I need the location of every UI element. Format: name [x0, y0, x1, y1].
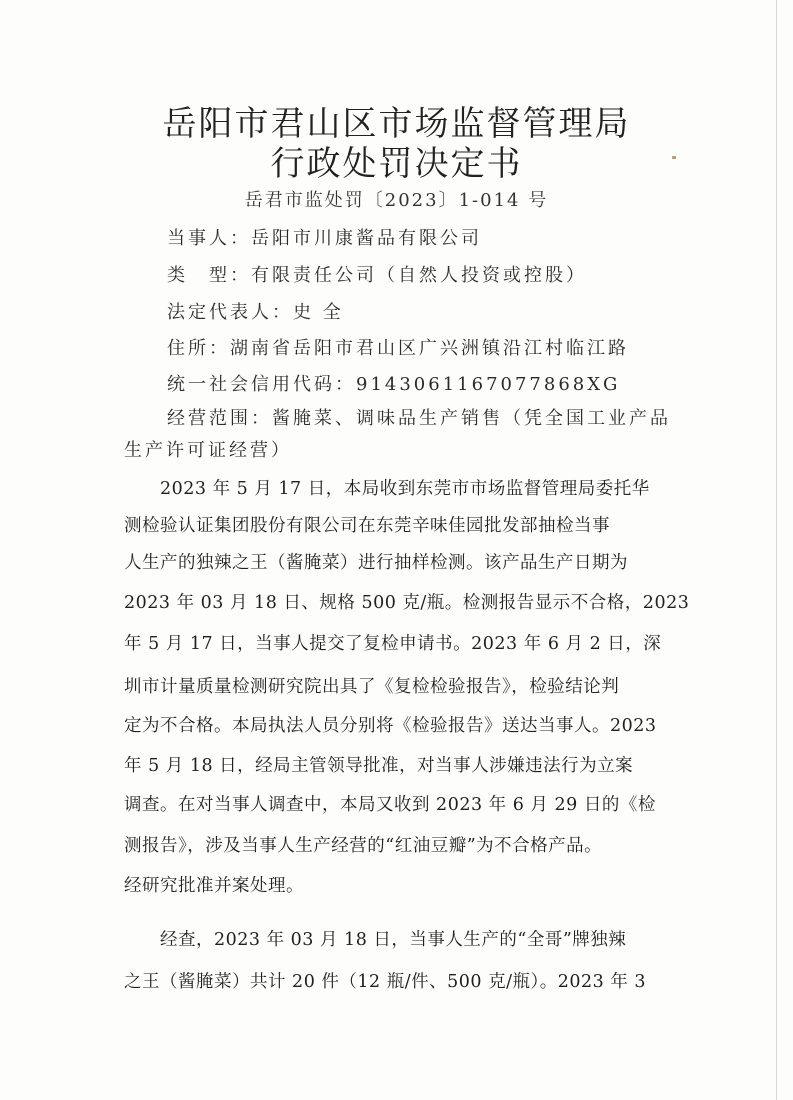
body-line: 年 5 月 17 日，当事人提交了复检申请书。2023 年 6 月 2 日，深	[124, 634, 662, 654]
body-line: 年 5 月 18 日，经局主管领导批准，对当事人涉嫌违法行为立案	[124, 756, 634, 776]
body-line: 测报告》，涉及当事人生产经营的“红油豆瓣”为不合格产品。	[124, 836, 603, 856]
body-line: 2023 年 03 月 18 日、规格 500 克/瓶。检测报告显示不合格，2023	[124, 593, 690, 613]
body-line: 圳市计量质量检测研究院出具了《复检检验报告》，检验结论判	[124, 677, 620, 697]
document-number: 岳君市监处罚〔2023〕1-014 号	[244, 190, 549, 211]
body-line: 经研究批准并案处理。	[124, 876, 304, 896]
body-line: 经查，2023 年 03 月 18 日，当事人生产的“全哥”牌独辣	[160, 930, 627, 950]
body-line: 2023 年 5 月 17 日，本局收到东莞市市场监督管理局委托华	[160, 479, 650, 499]
field-business-scope-cont: 生产许可证经营）	[124, 440, 292, 461]
field-address: 住所：湖南省岳阳市君山区广兴洲镇沿江村临江路	[167, 338, 629, 359]
field-party: 当事人：岳阳市川康酱品有限公司	[167, 228, 482, 249]
field-type: 类 型：有限责任公司（自然人投资或控股）	[167, 265, 587, 286]
document-title-line1: 岳阳市君山区市场监督管理局	[162, 104, 631, 144]
field-legal-rep: 法定代表人：史 全	[167, 302, 344, 323]
body-line: 人生产的独辣之王（酱腌菜）进行抽样检测。该产品生产日期为	[124, 553, 628, 573]
body-line: 之王（酱腌菜）共计 20 件（12 瓶/件、500 克/瓶）。2023 年 3	[124, 972, 647, 992]
body-line: 测检验认证集团股份有限公司在东莞辛味佳园批发部抽检当事	[124, 516, 610, 536]
field-business-scope: 经营范围：酱腌菜、调味品生产销售（凭全国工业产品	[167, 408, 671, 429]
body-line: 定为不合格。本局执法人员分别将《检验报告》送达当事人。2023	[124, 716, 657, 736]
body-line: 调查。在对当事人调查中，本局又收到 2023 年 6 月 29 日的《检	[124, 795, 656, 815]
document-title-line2: 行政处罚决定书	[270, 144, 523, 184]
field-credit-code: 统一社会信用代码：914306116707786​8XG	[167, 374, 621, 395]
